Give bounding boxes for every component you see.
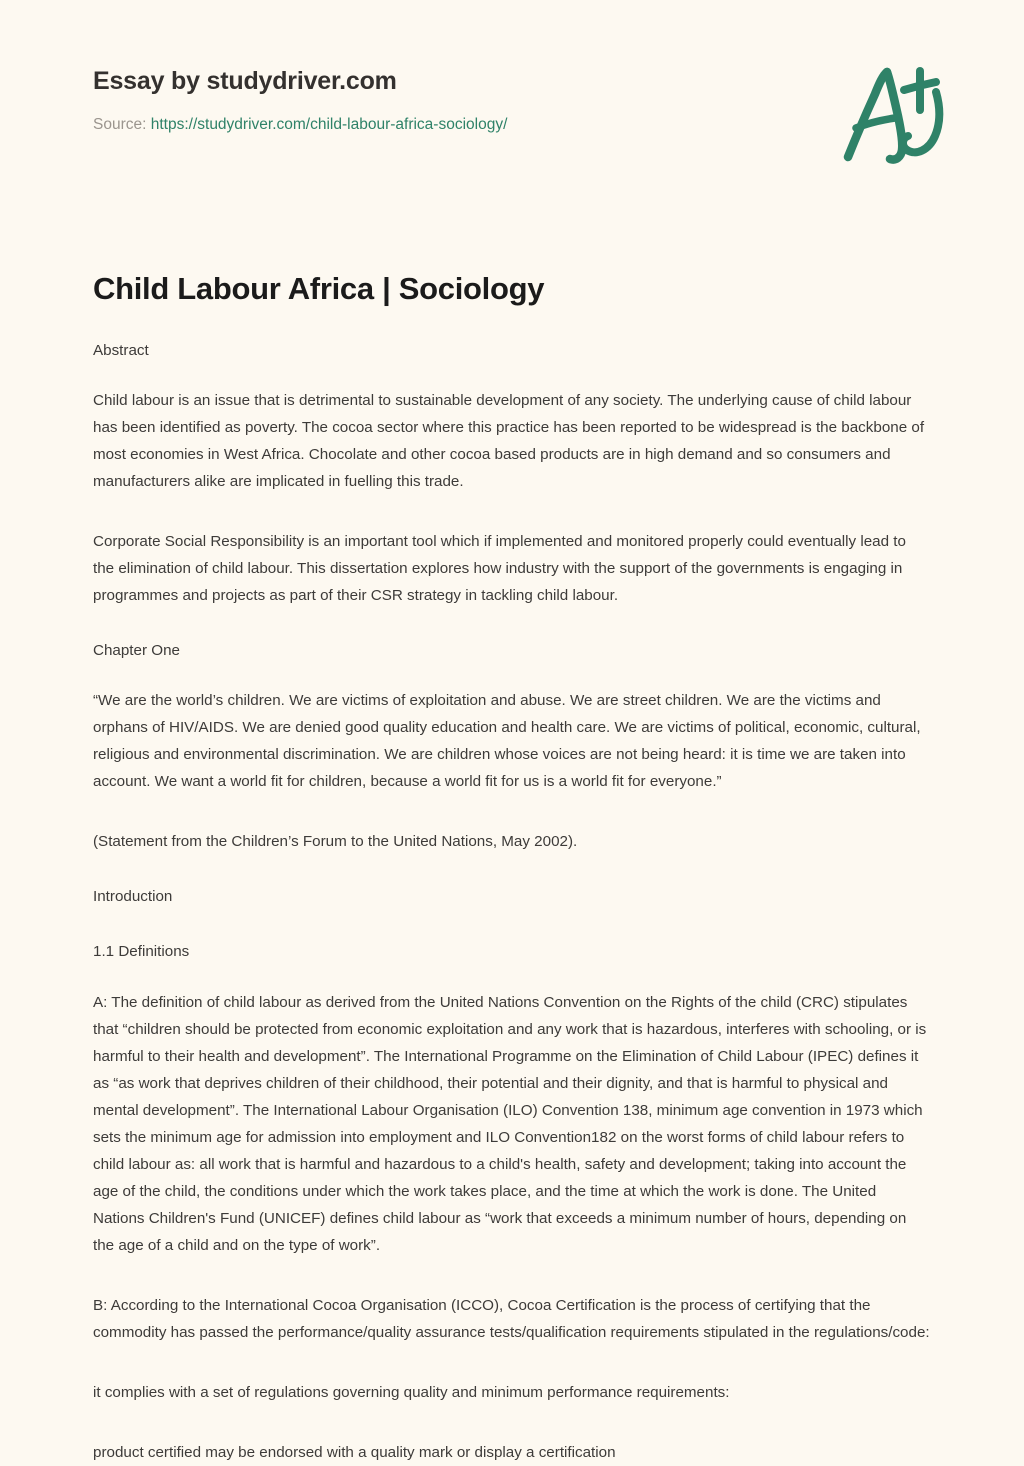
certification-bullet-one: it complies with a set of regulations governing quality and minimum performance requirements:: [93, 1384, 730, 1402]
source-label: Source:: [93, 116, 147, 133]
a-plus-logo-icon: [832, 58, 952, 166]
introduction-heading: Introduction: [93, 888, 173, 906]
document-body: [0, 176, 1024, 1466]
definitions-heading: 1.1 Definitions: [93, 943, 190, 961]
source-url-link[interactable]: https://studydriver.com/child-labour-africa-sociology/: [150, 116, 508, 133]
brand-title: Essay by studydriver.com: [93, 67, 397, 95]
source-line: [93, 115, 507, 135]
csr-paragraph: Corporate Social Responsibility is an important tool which if implemented and monitored properly could eventually lead to the elimination of child labour. This dissertation explores how industry with the support of the governments is engaging in programmes and projects as part of their CSR strategy in tackling child labour.: [93, 532, 906, 605]
brand-block: [93, 66, 507, 135]
quotation-paragraph: “We are the world’s children. We are victims of exploitation and abuse. We are street children. We are the victims and orphans of HIV/AIDS. We are denied good quality education and health care. We are victims of political, economic, cultural, religious and environmental discrimination. We are children whose voices are not being heard: it is time we are taken into account. We want a world fit for children, because a world fit for us is a world fit for everyone.”: [93, 692, 921, 791]
quotation-attribution: (Statement from the Children’s Forum to the United Nations, May 2002).: [93, 833, 578, 851]
chapter-one-heading: Chapter One: [93, 642, 180, 660]
certification-bullet-two: product certified may be endorsed with a quality mark or display a certification: [93, 1444, 616, 1462]
page-header: [0, 0, 1024, 176]
a-plus-logo: [832, 58, 952, 166]
page-title: Child Labour Africa | Sociology: [93, 271, 545, 306]
abstract-paragraph: Child labour is an issue that is detrimental to sustainable development of any society. The underlying cause of child labour has been identified as poverty. The cocoa sector where this practice has been reported to be widespread is the backbone of most economies in West Africa. Chocolate and other cocoa based products are in high demand and so consumers and manufacturers alike are implicated in fuelling this trade.: [93, 391, 925, 490]
definition-b-paragraph: B: According to the International Cocoa Organisation (ICCO), Cocoa Certification is the process of certifying that the commodity has passed the performance/quality assurance tests/qualification requirements stipulated in the regulations/code:: [93, 1296, 930, 1342]
abstract-heading: Abstract: [93, 341, 149, 359]
definition-a-paragraph: A: The definition of child labour as derived from the United Nations Convention on the Rights of the child (CRC) stipulates that “children should be protected from economic exploitation and any work that is hazardous, interferes with schooling, or is harmful to their health and development”. The International Programme on the Elimination of Child Labour (IPEC) defines it as “as work that deprives children of their childhood, their potential and their dignity, and that is harmful to physical and mental development”. The International Labour Organisation (ILO) Convention 138, minimum age convention in 1973 which sets the minimum age for admission into employment and ILO Convention182 on the worst forms of child labour refers to child labour as: all work that is harmful and hazardous to a child's health, safety and development; taking into account the age of the child, the conditions under which the work takes place, and the time at which the work is done. The United Nations Children's Fund (UNICEF) defines child labour as “work that exceeds a minimum number of hours, depending on the age of a child and on the type of work”.: [93, 993, 927, 1254]
